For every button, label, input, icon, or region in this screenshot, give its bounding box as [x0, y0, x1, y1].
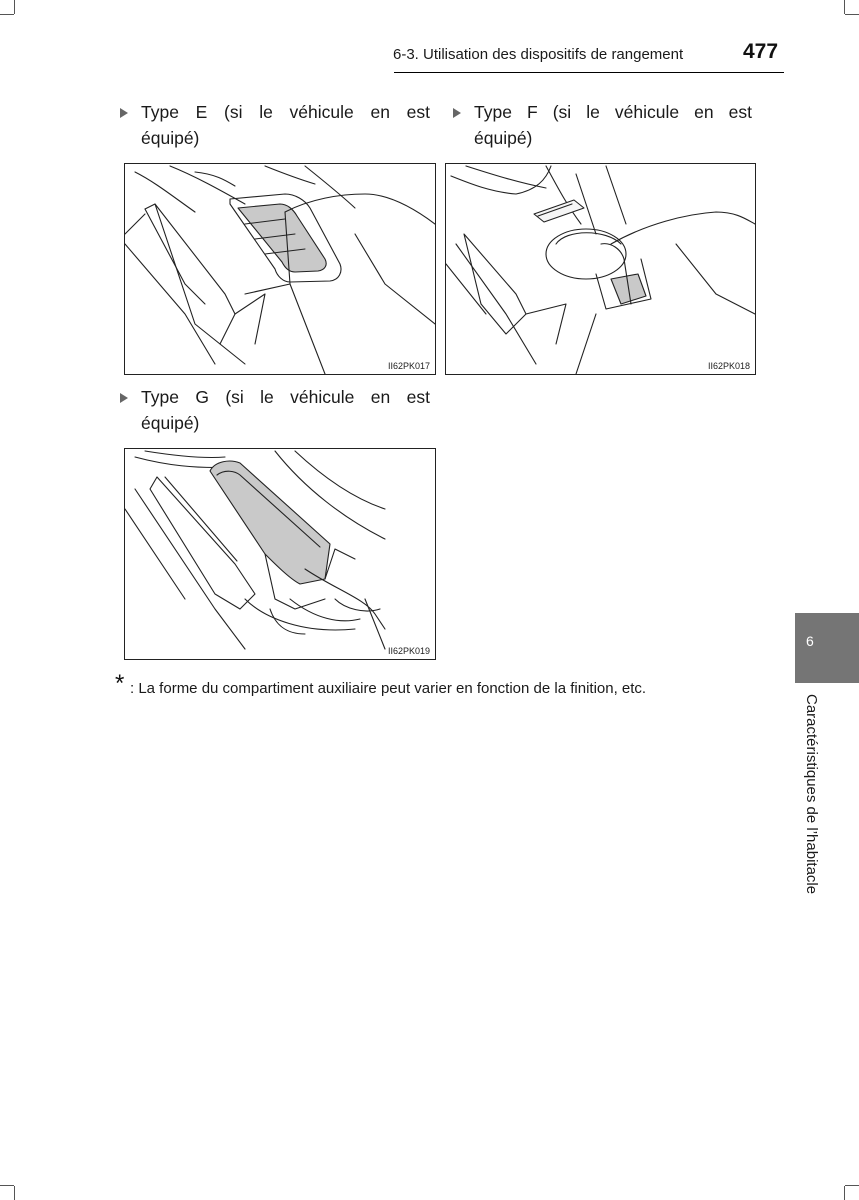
word: Type	[141, 387, 179, 407]
item-heading	[474, 99, 752, 125]
word: G	[195, 387, 209, 407]
figure-type-f	[445, 163, 756, 375]
crop-mark	[0, 1185, 14, 1186]
crop-mark	[845, 1185, 859, 1186]
crop-mark	[0, 14, 14, 15]
word: Type	[141, 102, 179, 122]
word: Type	[474, 102, 512, 122]
item-type-f	[453, 99, 753, 151]
figure-type-e	[124, 163, 436, 375]
item-heading-cont: équipé)	[141, 413, 200, 433]
word: le	[259, 102, 273, 122]
word: F	[526, 102, 538, 122]
crop-mark	[844, 1186, 845, 1200]
word: (si	[224, 102, 243, 122]
figure-code: II62PK018	[707, 361, 750, 371]
item-type-e	[120, 99, 430, 151]
section-title: 6-3. Utilisation des dispositifs de rangement	[393, 46, 684, 63]
header-rule	[394, 72, 784, 73]
word: E	[195, 102, 208, 122]
item-heading-cont: équipé)	[141, 128, 200, 148]
figure-code: II62PK019	[387, 646, 430, 656]
item-heading	[141, 384, 430, 410]
word: (si	[552, 102, 572, 122]
bullet-triangle-icon	[120, 393, 128, 403]
word: est	[406, 102, 430, 122]
figure-code: II62PK017	[387, 361, 430, 371]
crop-mark	[844, 0, 845, 14]
footnote-marker: *	[115, 670, 125, 697]
item-heading	[141, 99, 430, 125]
bullet-triangle-icon	[453, 108, 461, 118]
word: en	[370, 387, 391, 407]
item-type-g	[120, 384, 430, 436]
chapter-number: 6	[806, 633, 814, 649]
chapter-tab	[795, 613, 859, 683]
word: en	[370, 102, 390, 122]
item-heading-cont: équipé)	[474, 128, 533, 148]
word: est	[728, 102, 752, 122]
word: le	[260, 387, 274, 407]
crop-mark	[14, 1186, 15, 1200]
footnote-text: : La forme du compartiment auxiliaire peut varier en fonction de la finition, etc.	[130, 680, 647, 697]
word: (si	[225, 387, 244, 407]
word: véhicule	[289, 102, 354, 122]
word: le	[586, 102, 600, 122]
page-number: 477	[743, 40, 779, 63]
console-illustration-type-g	[125, 449, 435, 659]
figure-type-g	[124, 448, 436, 660]
console-illustration-type-e	[125, 164, 435, 374]
word: est	[406, 387, 430, 407]
chapter-title: Caractéristiques de l’habitacle	[803, 694, 820, 895]
crop-mark	[14, 0, 15, 14]
word: en	[694, 102, 714, 122]
word: véhicule	[614, 102, 680, 122]
word: véhicule	[290, 387, 355, 407]
crop-mark	[845, 14, 859, 15]
console-illustration-type-f	[446, 164, 755, 374]
bullet-triangle-icon	[120, 108, 128, 118]
